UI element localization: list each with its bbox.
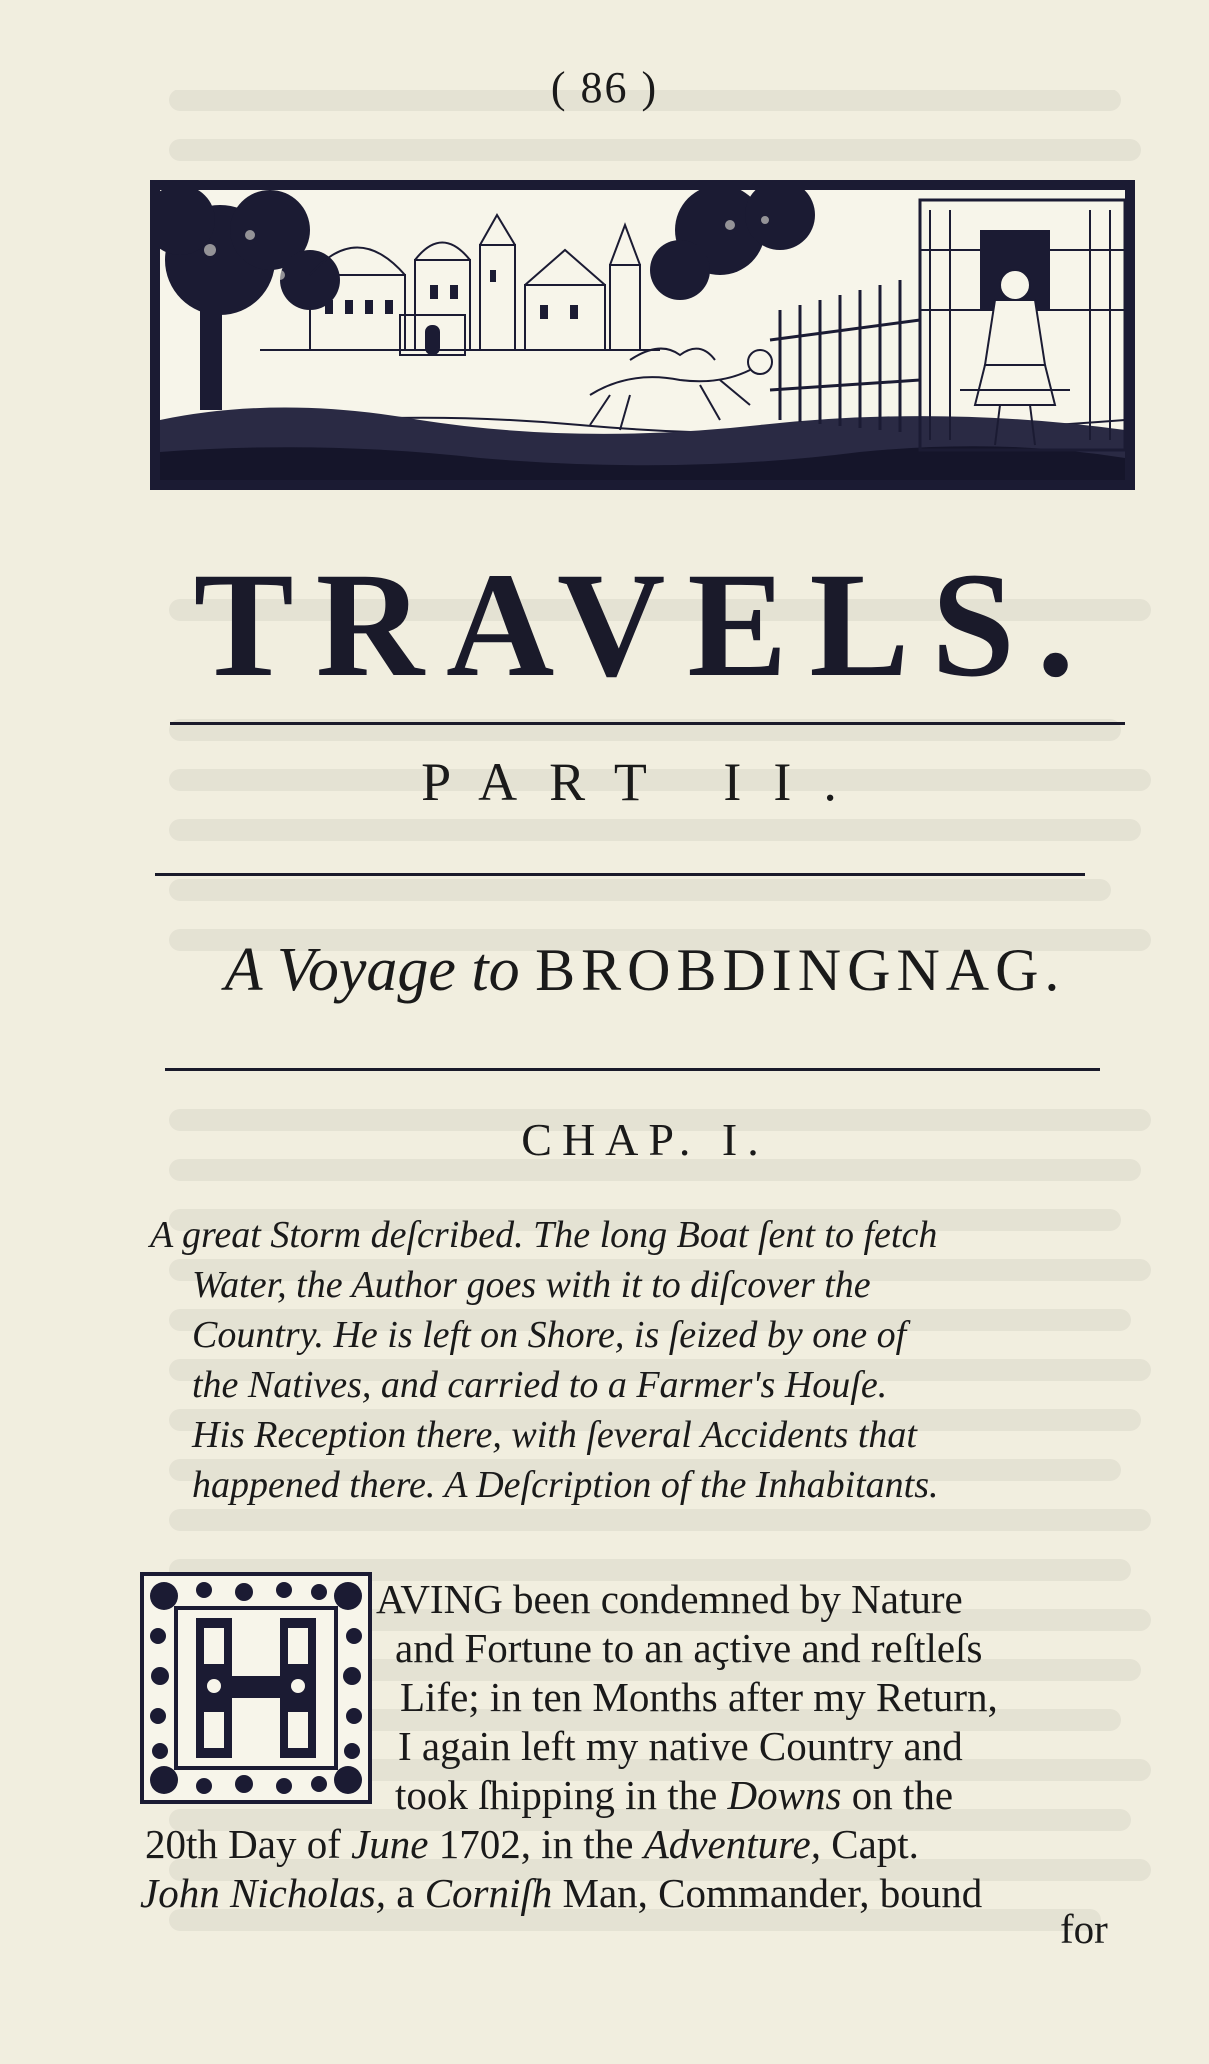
summary-line: His Reception there, with ſeveral Accidents that bbox=[192, 1414, 917, 1456]
title-rule bbox=[170, 722, 1125, 725]
ornamental-initial-h-icon bbox=[144, 1576, 368, 1800]
main-title: TRAVELS. bbox=[193, 542, 1097, 708]
part-heading: PART II. bbox=[421, 752, 869, 812]
body-line bbox=[395, 1771, 953, 1820]
body-line: Life; in ten Months after my Return, bbox=[400, 1674, 998, 1720]
summary-line: happened there. A Deſcription of the Inhabitants. bbox=[192, 1464, 939, 1506]
text-run: Capt. bbox=[820, 1821, 919, 1867]
subtitle-rule bbox=[165, 1068, 1100, 1071]
chapter-heading: CHAP. I. bbox=[521, 1114, 769, 1165]
subtitle-italic: A Voyage to bbox=[224, 936, 520, 1004]
body-line: I again left my native Country and bbox=[398, 1723, 963, 1769]
woodcut-landscape-icon bbox=[160, 190, 1125, 480]
summary-line: the Natives, and carried to a Farmer's Houſe. bbox=[192, 1364, 888, 1406]
catchword: for bbox=[1060, 1906, 1108, 1952]
text-run: a bbox=[385, 1870, 425, 1916]
ornamental-initial bbox=[140, 1572, 372, 1804]
text-run: 20th Day of bbox=[145, 1821, 352, 1867]
month-june: June bbox=[351, 1821, 429, 1867]
place-name-downs: Downs bbox=[727, 1772, 842, 1818]
text-run: 1702, in the bbox=[428, 1821, 644, 1867]
body-line bbox=[145, 1820, 919, 1869]
text-run: took ſhipping in the bbox=[395, 1772, 728, 1818]
part-rule bbox=[155, 873, 1085, 876]
captain-name: John Nicholas, bbox=[140, 1870, 386, 1916]
ship-name-adventure: Adventure, bbox=[643, 1821, 821, 1867]
summary-line: A great Storm deſcribed. The long Boat ſent to fetch bbox=[150, 1214, 938, 1256]
text-run: Man, Commander, bound bbox=[552, 1870, 983, 1916]
page-number: ( 86 ) bbox=[550, 63, 659, 112]
body-line: and Fortune to an aҫtive and reſtleſs bbox=[395, 1625, 983, 1671]
summary-line: Water, the Author goes with it to diſcover the bbox=[192, 1264, 871, 1306]
voyage-subtitle bbox=[150, 935, 1140, 1005]
cornish-word: Corniſh bbox=[424, 1870, 553, 1916]
chapter-summary bbox=[150, 1210, 1125, 1510]
subtitle-place-name: BROBDINGNAG. bbox=[535, 937, 1066, 1003]
headpiece-illustration bbox=[150, 180, 1135, 490]
summary-line: Country. He is left on Shore, is ſeized by one of bbox=[192, 1314, 907, 1356]
body-line bbox=[140, 1869, 982, 1918]
text-run: on the bbox=[841, 1772, 954, 1818]
body-line: AVING been condemned by Nature bbox=[376, 1576, 963, 1622]
